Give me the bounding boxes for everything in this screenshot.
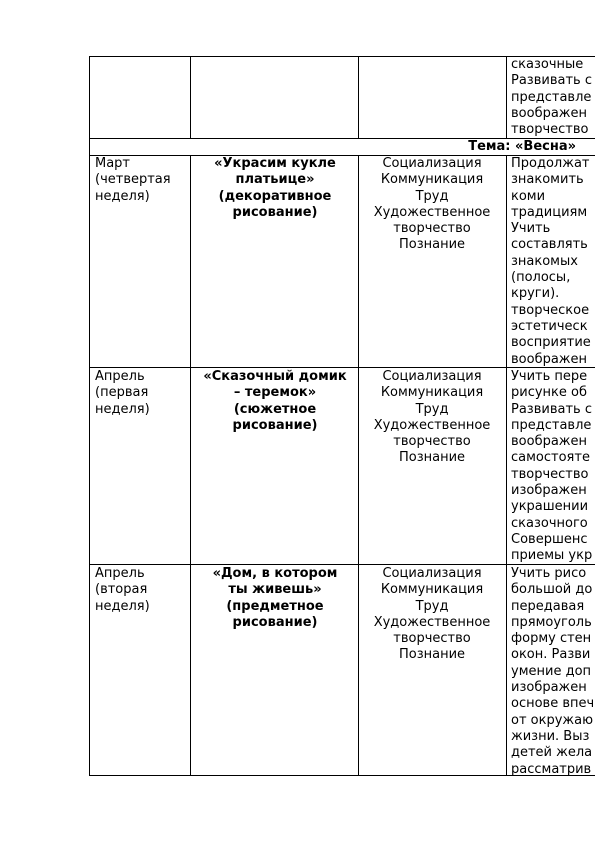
table-cell-goal: Учить пере рисунке об Развивать с представле воображен самостояте творчество изображен украшении сказочного Совершенс приемы укр	[511, 369, 593, 564]
table-cell-education-areas: Социализация Коммуникация Труд Художественное творчество Познание	[373, 156, 491, 253]
table-cell-education-areas: Социализация Коммуникация Труд Художественное творчество Познание	[373, 369, 491, 466]
column-separator-1	[190, 155, 191, 776]
table-cell-month: Апрель (первая неделя)	[95, 369, 150, 417]
table-cell-month: Март (четвертая неделя)	[95, 156, 171, 204]
table-cell-lesson-title: «Дом, в котором ты живешь» (предметное рисование)	[212, 566, 338, 630]
table-cell-goal: Продолжат знакомить коми традициям Учить составлять знакомых (полосы, круги). творческое эстетическ восприятие воображен	[511, 156, 591, 367]
column-separator-2	[358, 155, 359, 776]
column-separator-1	[190, 56, 191, 139]
table-cell-goal: Учить рисо большой до передавая прямоуголь форму стен окон. Разви умение доп изображен основе впеч от окружаю жизни. Выз детей жела рассматрив	[511, 566, 595, 777]
topic-heading: Тема: «Весна»	[468, 139, 576, 154]
table-cell-lesson-title: «Сказочный домик – теремок» (сюжетное рисование)	[203, 369, 347, 433]
table-cell-goal: сказочные Развивать с представле воображен творчество	[511, 57, 592, 138]
column-separator-3	[506, 155, 507, 776]
table-cell-month: Апрель (вторая неделя)	[95, 566, 150, 614]
table-cell-lesson-title: «Украсим кукле платьице» (декоративное рисование)	[214, 156, 336, 220]
table-cell-education-areas: Социализация Коммуникация Труд Художественное творчество Познание	[373, 566, 491, 663]
table-border-left	[89, 56, 90, 776]
column-separator-2	[358, 56, 359, 139]
column-separator-3	[506, 56, 507, 139]
